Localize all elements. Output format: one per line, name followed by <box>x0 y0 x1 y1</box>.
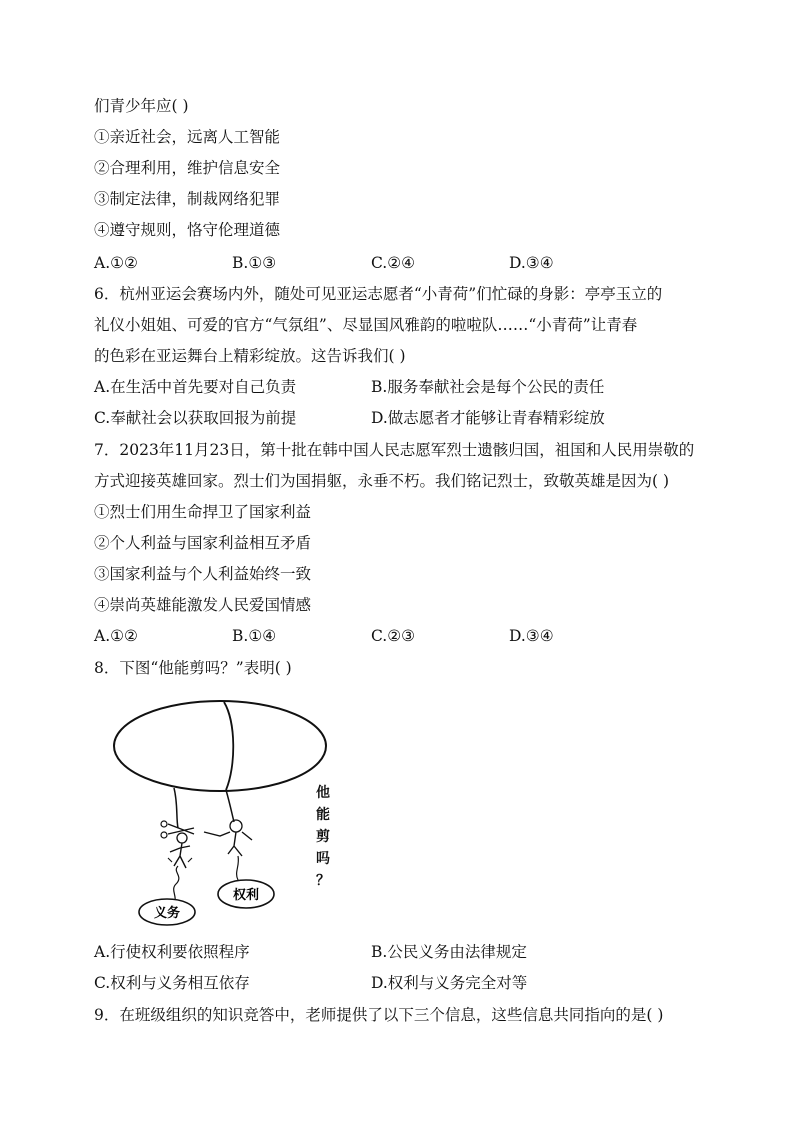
q7-option-c: C.②③ <box>371 627 416 645</box>
q6-option-d: D.做志愿者才能够让青春精彩绽放 <box>371 409 605 427</box>
q5-item-2: ②合理利用，维护信息安全 <box>94 159 281 177</box>
q7-option-d: D.③④ <box>509 627 554 645</box>
caption-char: 能 <box>316 807 330 823</box>
duty-label: 义务 <box>153 906 181 921</box>
q7-option-b: B.①④ <box>232 627 277 645</box>
q7-stem-line-1: 7．2023年11月23日，第十批在韩中国人民志愿军烈士遗骸归国，祖国和人民用崇敬的 <box>94 441 695 459</box>
cartoon-balloon-figure <box>112 700 342 930</box>
q8-option-c: C.权利与义务相互依存 <box>94 974 250 992</box>
q5-item-4: ④遵守规则，恪守伦理道德 <box>94 221 281 239</box>
q5-stem-tail: 们青少年应( ) <box>94 97 189 115</box>
q7-item-1: ①烈士们用生命捍卫了国家利益 <box>94 503 312 521</box>
q6-option-b: B.服务奉献社会是每个公民的责任 <box>371 378 605 396</box>
caption-char: ？ <box>316 873 330 889</box>
cartoon-caption <box>314 782 332 892</box>
q8-stem: 8．下图“他能剪吗？”表明( ) <box>94 659 292 677</box>
q5-option-c: C.②④ <box>371 254 416 272</box>
q7-item-3: ③国家利益与个人利益始终一致 <box>94 565 312 583</box>
q5-option-b: B.①③ <box>232 254 277 272</box>
q7-item-4: ④崇尚英雄能激发人民爱国情感 <box>94 596 312 614</box>
q7-option-a: A.①② <box>94 627 138 645</box>
q6-option-c: C.奉献社会以获取回报为前提 <box>94 409 297 427</box>
right-label: 权利 <box>232 888 260 903</box>
q8-option-d: D.权利与义务完全对等 <box>371 974 528 992</box>
q6-stem-line-1: 6．杭州亚运会赛场内外，随处可见亚运志愿者“小青荷”们忙碌的身影：亭亭玉立的 <box>94 285 663 303</box>
caption-char: 剪 <box>316 829 330 845</box>
caption-char: 他 <box>316 785 330 801</box>
q5-option-d: D.③④ <box>509 254 554 272</box>
q6-stem-line-3: 的色彩在亚运舞台上精彩绽放。这告诉我们( ) <box>94 347 406 365</box>
q7-stem-line-2: 方式迎接英雄回家。烈士们为国捐躯，永垂不朽。我们铭记烈士，致敬英雄是因为( ) <box>94 472 670 490</box>
q9-stem: 9．在班级组织的知识竞答中，老师提供了以下三个信息，这些信息共同指向的是( ) <box>94 1006 664 1024</box>
q6-option-a: A.在生活中首先要对自己负责 <box>94 378 297 396</box>
q5-item-3: ③制定法律，制裁网络犯罪 <box>94 190 281 208</box>
q8-option-b: B.公民义务由法律规定 <box>371 943 527 961</box>
q5-item-1: ①亲近社会，远离人工智能 <box>94 128 281 146</box>
caption-char: 吗 <box>316 851 330 867</box>
q6-stem-line-2: 礼仪小姐姐、可爱的官方“气氛组”、尽显国风雅韵的啦啦队……“小青荷”让青春 <box>94 316 638 334</box>
q7-item-2: ②个人利益与国家利益相互矛盾 <box>94 534 312 552</box>
q8-option-a: A.行使权利要依照程序 <box>94 943 250 961</box>
balloon-cartoon-drawing <box>112 700 342 930</box>
q5-option-a: A.①② <box>94 254 138 272</box>
